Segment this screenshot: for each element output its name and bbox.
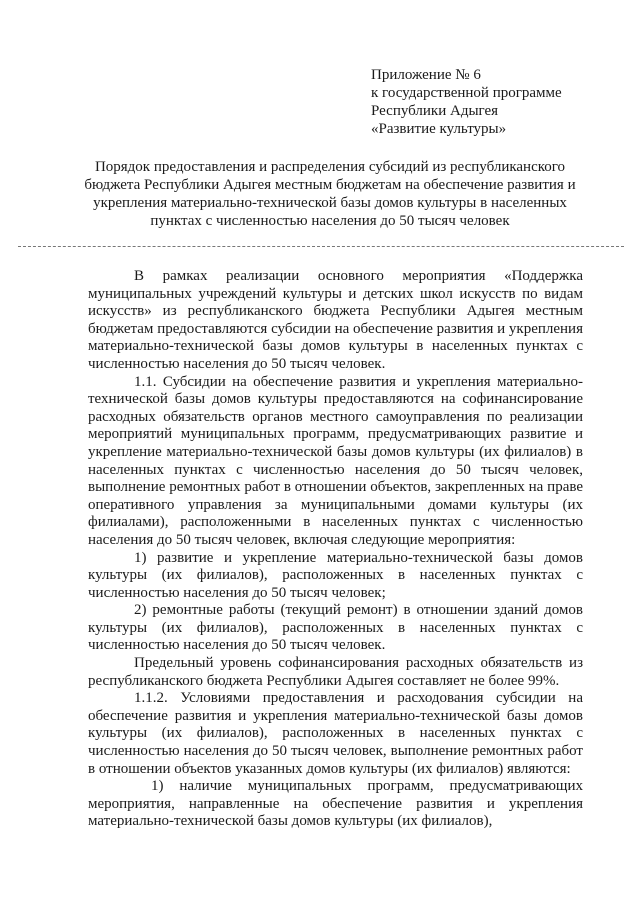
list-item-1: 1) развитие и укрепление материально-технической базы домов культуры (их филиалов), расположенных в населенных пунктах с численностью населения до 50 тысяч человек; [88,549,583,601]
appendix-region: Республики Адыгея [371,103,499,119]
appendix-program-name: «Развитие культуры» [371,121,507,137]
appendix-program-ref: к государственной программе [371,85,562,101]
paragraph-intro: В рамках реализации основного мероприятия «Поддержка муниципальных учреждений культуры и детских школ искусств по видам искусств» из республиканского бюджета Республики Адыгея местным бюджетам предоставляются субсидии на обеспечение развития и укрепления материально-технической базы домов культуры в населенных пунктах с численностью населения до 50 тысяч человек. [88,268,583,372]
document-title: Порядок предоставления и распределения субсидий из республиканского бюджета Республики Адыгея местным бюджетам на обеспечение развития и укрепления материально-технической базы домов культуры в населенных пунктах с численностью населения до 50 тысяч человек [84,159,576,229]
document-body [88,268,583,831]
list-item-2: 2) ремонтные работы (текущий ремонт) в отношении зданий домов культуры (их филиалов), расположенных в населенных пунктах с численностью населения до 50 тысяч человек. [88,602,583,654]
paragraph-1-1: 1.1. Субсидии на обеспечение развития и укрепления материально-технической базы домов культуры предоставляются на софинансирование расходных обязательств органов местного самоуправления по реализации мероприятий муниципальных программ, предусматривающих развитие и укрепление материально-технической базы домов культуры (их филиалов) в населенных пунктах с численностью населения до 50 тысяч человек, выполнение ремонтных работ в отношении объектов, закрепленных на праве оперативного управления за муниципальными домами культуры (их филиалами), расположенными в населенных пунктах с численностью населения до 50 тысяч человек, включая следующие мероприятия: [88,373,583,548]
paragraph-cofinancing: Предельный уровень софинансирования расходных обязательств из республиканского бюджета Республики Адыгея составляет не более 99%. [88,655,583,689]
title-divider [18,246,624,247]
appendix-heading [371,66,621,138]
appendix-number: Приложение № 6 [371,67,481,83]
paragraph-1-1-2: 1.1.2. Условиями предоставления и расходования субсидии на обеспечение развития и укрепления материально-технической базы домов культуры (их филиалов), расположенных в населенных пунктах с численностью населения до 50 тысяч человек, выполнение ремонтных работ в отношении объектов указанных домов культуры (их филиалов) являются: [88,690,583,777]
condition-item-1: 1) наличие муниципальных программ, предусматривающих мероприятия, направленные на обеспечение развития и укрепления материально-технической базы домов культуры (их филиалов), [88,778,583,830]
